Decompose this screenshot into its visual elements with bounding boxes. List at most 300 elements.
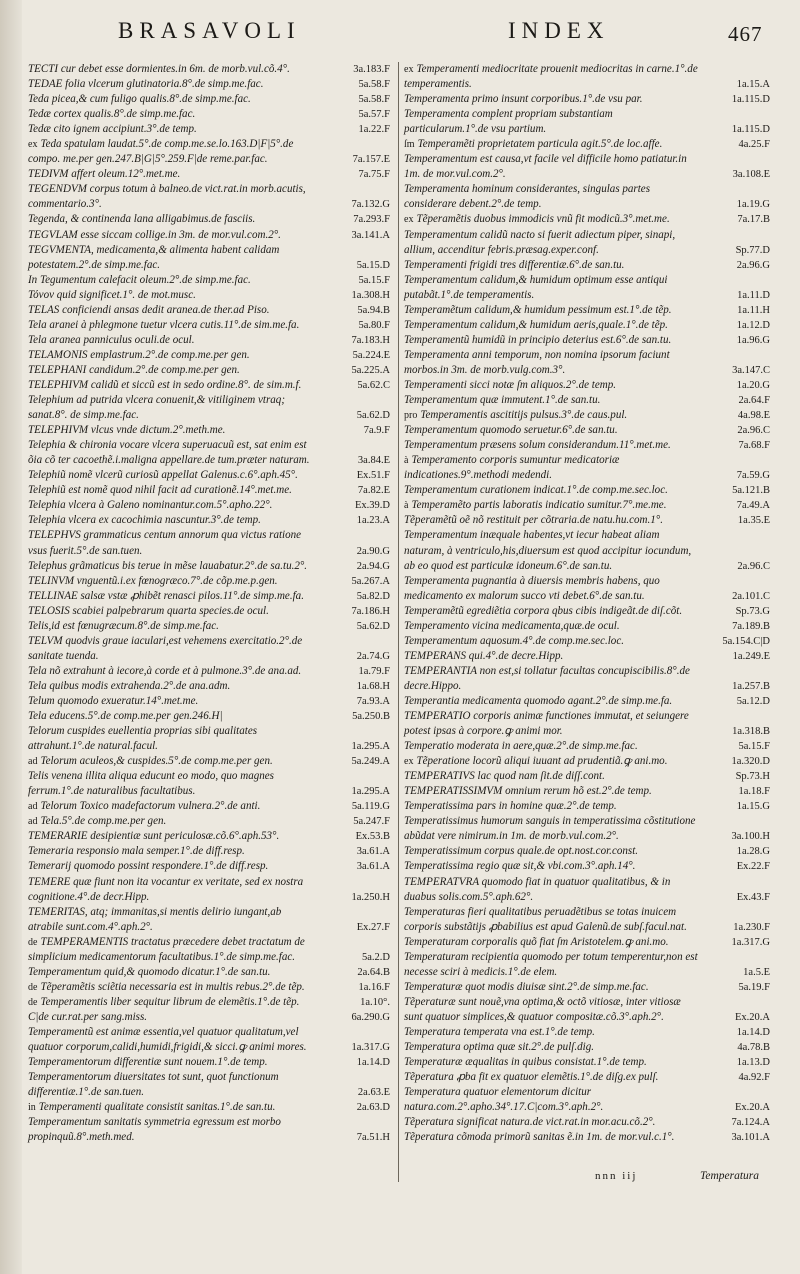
entry-reference: 7a.132.G xyxy=(351,199,390,211)
entry-text: Temperamenta pugnantia à diuersis membris habens, quo medicamento ex malorum succo vti debet.6°.de san.tu. xyxy=(404,574,660,602)
entry-reference: Ex.53.B xyxy=(355,831,390,843)
entry-text: Tela quibus modis extrahenda.2°.de ana.adm. xyxy=(28,679,231,692)
entry-text: Temperamẽto partis laboratis indicatio sumitur.7°.me.me. xyxy=(411,499,667,512)
index-entry xyxy=(28,1010,392,1025)
entry-reference: 2a.94.G xyxy=(356,560,390,572)
entry-reference: 5a.250.B xyxy=(352,711,390,723)
index-entry xyxy=(28,559,392,574)
entry-text: Tẽperatura cõmoda primorũ sanitas ẽ.in 1m. de mor.vul.c.1°. xyxy=(404,1131,675,1144)
entry-text: Temperamento corporis sumuntur medicatoriæ indicationes.9°.methodi medendi. xyxy=(404,454,620,482)
index-entry xyxy=(28,212,392,227)
right-column xyxy=(404,62,772,1145)
entry-text: TELOSIS scabiei palpebrarum quarta species.de ocul. xyxy=(28,604,269,617)
entry-text: Tẽperamẽtũ oẽ nõ restituit per cõtraria.de natu.hu.com.1°. xyxy=(404,514,663,527)
entry-text: Temperamenti qualitate consistit sanitas.1°.de san.tu. xyxy=(38,1101,276,1114)
entry-reference: 5a.2.D xyxy=(362,951,390,963)
entry-text: Telephiũ nomẽ vlcerũ curiosũ appellat Galenus.c.6°.aph.45°. xyxy=(28,469,298,482)
entry-reference: 4a.25.F xyxy=(738,139,770,151)
entry-text: Temperamentum inæquale habentes,vt iecur habeat aliam naturam, à ventriculo,his,diuersum est quod accipitur iocundum, ab eo quod est particulæ idoneum.6°.de san.tu. xyxy=(404,529,692,572)
entry-text: Tedæ cortex qualis.8°.de simp.me.fac. xyxy=(28,108,196,121)
entry-reference: Ex.20.A xyxy=(735,1011,770,1023)
entry-reference: 1a.68.H xyxy=(356,680,390,692)
index-entry xyxy=(404,438,772,453)
entry-text: Temperatissimum corpus quale.de opt.nost.cor.const. xyxy=(404,845,639,858)
index-entry xyxy=(28,498,392,513)
entry-text: TELEPHIVM calidũ et siccũ est in sedo ordine.8°. de sim.m.f. xyxy=(28,378,302,391)
index-entry xyxy=(28,62,392,77)
index-entry xyxy=(404,378,772,393)
entry-reference: 1a.22.F xyxy=(358,124,390,136)
entry-text: Temperatissimus humorum sanguis in temperatissima cõstitutione abũdat vere nimirum.in 1m. de morb.vul.com.2°. xyxy=(404,815,696,843)
index-entry xyxy=(404,664,772,694)
entry-text: Telorum cuspides euellentia proprias sibi qualitates attrahunt.1°.de natural.facul. xyxy=(28,725,258,753)
entry-text: In Tegumentum calefacit oleum.2°.de simp.me.fac. xyxy=(28,273,251,286)
entry-text: Temperamenti sicci notæ ſm aliquos.2°.de temp. xyxy=(404,378,617,391)
entry-reference: 2a.96.G xyxy=(736,259,770,271)
index-entry xyxy=(28,483,392,498)
index-entry xyxy=(404,905,772,935)
entry-text: Temperamentis ascititijs pulsus.3°.de caus.pul. xyxy=(420,409,628,422)
entry-reference: 7a.186.H xyxy=(351,605,390,617)
entry-reference: 2a.101.C xyxy=(732,590,770,602)
entry-reference: 5a.94.B xyxy=(357,304,390,316)
entry-text: Temperamentum quid,& quomodo dicatur.1°.de san.tu. xyxy=(28,965,271,978)
entry-text: Temperamentum calidũ nacto si fuerit adiectum piper, sinapi, allium, accenditur febris.præsag.exper.conf. xyxy=(404,228,676,256)
entry-reference: 1a.10°. xyxy=(360,996,390,1008)
entry-reference: Ex.20.A xyxy=(735,1102,770,1114)
index-entry xyxy=(404,1085,772,1115)
entry-text: Telorum aculeos,& cuspides.5°.de comp.me.per gen. xyxy=(40,755,273,768)
index-entry xyxy=(28,393,392,423)
entry-text: Tela nõ extrahunt à iecore,à corde et à pulmone.3°.de ana.ad. xyxy=(28,664,302,677)
entry-prefix: ad xyxy=(28,816,38,828)
entry-text: Tela.5°.de comp.me.per gen. xyxy=(40,815,167,828)
entry-text: Temperatura optima quæ sit.2°.de pulſ.dig. xyxy=(404,1041,594,1054)
entry-text: Temperamentum calidum,& humidum optimum esse antiqui putabãt.1°.de temperamentis. xyxy=(404,273,668,301)
entry-reference: 5a.225.A xyxy=(351,364,390,376)
entry-reference: 7a.183.H xyxy=(351,334,390,346)
entry-reference: 5a.62.D xyxy=(356,410,390,422)
catchword: Temperatura xyxy=(700,1170,759,1182)
index-entry xyxy=(404,92,772,107)
index-entry xyxy=(28,1115,392,1145)
entry-reference: 5a.12.D xyxy=(736,695,770,707)
entry-reference: 5a.267.A xyxy=(351,575,390,587)
entry-text: TEMPERATIVS lac quod nam ſit.de diſſ.cont. xyxy=(404,770,605,783)
column-divider xyxy=(398,62,399,1182)
entry-text: Telis,id est fœnugræcum.8°.de simp.me.fac. xyxy=(28,619,219,632)
index-entry xyxy=(28,363,392,378)
entry-prefix: ex xyxy=(404,214,414,226)
index-entry xyxy=(28,423,392,438)
entry-reference: 5a.57.F xyxy=(358,109,390,121)
index-entry xyxy=(28,754,392,769)
index-entry xyxy=(404,769,772,784)
entry-reference: 1a.16.F xyxy=(358,981,390,993)
entry-reference: 5a.15.F xyxy=(358,274,390,286)
entry-text: Temperatio moderata in aere,quæ.2°.de simp.me.fac. xyxy=(404,740,638,753)
index-entry xyxy=(28,1025,392,1055)
index-entry xyxy=(28,1055,392,1070)
entry-text: Tẽperatura significat natura.de vict.rat.in mor.acu.cõ.2°. xyxy=(404,1116,656,1129)
index-entry xyxy=(28,769,392,799)
entry-text: TEMPERANTIA non est,si tollatur facultas concupiscibilis.8°.de decre.Hippo. xyxy=(404,664,690,692)
index-entry xyxy=(28,875,392,905)
index-entry xyxy=(28,378,392,393)
entry-reference: 1a.20.G xyxy=(736,379,770,391)
index-entry xyxy=(404,604,772,619)
entry-reference: 5a.154.C|D xyxy=(722,635,770,647)
entry-text: Tẽperamẽtis sciẽtia necessaria est in multis rebus.2°.de tẽp. xyxy=(40,980,305,993)
entry-reference: Ex.39.D xyxy=(355,500,390,512)
entry-text: Telephus grãmaticus bis terue in mẽse lauabatur.2°.de sa.tu.2°. xyxy=(28,559,308,572)
entry-reference: 5a.58.F xyxy=(358,94,390,106)
entry-reference: 4a.78.B xyxy=(737,1042,770,1054)
entry-text: TECTI cur debet esse dormientes.in 6m. de morb.vul.cõ.4°. xyxy=(28,63,290,75)
entry-reference: 5a.224.E xyxy=(352,349,390,361)
index-entry xyxy=(404,574,772,604)
entry-text: TEGENDVM corpus totum à balneo.de vict.rat.in morb.acutis, commentario.3°. xyxy=(28,183,306,211)
entry-reference: 1a.96.G xyxy=(736,334,770,346)
entry-text: Temperamenta hominum considerantes, singulas partes considerare debent.2°.de temp. xyxy=(404,183,650,211)
index-entry xyxy=(404,1070,772,1085)
entry-reference: 7a.75.F xyxy=(358,169,390,181)
index-entry xyxy=(404,62,772,92)
entry-reference: 3a.141.A xyxy=(351,229,390,241)
entry-reference: 5a.121.B xyxy=(732,485,770,497)
index-entry xyxy=(404,935,772,950)
entry-reference: 1a.79.F xyxy=(358,665,390,677)
entry-text: Temperamentum calidum,& humidum aeris,quale.1°.de tẽp. xyxy=(404,318,668,331)
index-entry xyxy=(404,814,772,844)
entry-text: Temperaturam corporalis quõ fiat ſm Aristotelem.ꝙ ani.mo. xyxy=(404,935,669,948)
index-entry xyxy=(404,739,772,754)
entry-text: TELEPHANI candidum.2°.de comp.me.per gen. xyxy=(28,363,240,376)
entry-text: Tegenda, & continenda lana alligabimus.de fasciis. xyxy=(28,213,256,226)
entry-text: Temperamenta primo insunt corporibus.1°.de vsu par. xyxy=(404,93,643,106)
entry-reference: 2a.64.F xyxy=(738,395,770,407)
index-entry xyxy=(404,107,772,137)
index-entry xyxy=(404,228,772,258)
entry-text: Temerarij quomodo possint respondere.1°.de diff.resp. xyxy=(28,860,269,873)
entry-text: Tẽperatione locorũ aliqui iuuant ad prudentiã.ꝙ ani.mo. xyxy=(416,755,668,768)
index-entry xyxy=(404,784,772,799)
index-entry xyxy=(404,694,772,709)
entry-prefix: à xyxy=(404,455,409,467)
entry-text: Temperamentũ humidũ in principio deterius est.6°.de san.tu. xyxy=(404,333,672,346)
entry-prefix: in xyxy=(28,1102,36,1114)
index-entry xyxy=(28,664,392,679)
index-entry xyxy=(404,408,772,423)
entry-text: Telum quomodo exueratur.14°.met.me. xyxy=(28,694,199,707)
entry-reference: 4a.92.F xyxy=(738,1072,770,1084)
entry-reference: 7a.293.F xyxy=(353,214,390,226)
entry-prefix: à xyxy=(404,500,409,512)
index-entry xyxy=(28,468,392,483)
index-entry xyxy=(28,182,392,212)
index-entry xyxy=(404,995,772,1025)
index-entry xyxy=(404,273,772,303)
entry-text: Telephium ad putrida vlcera conuenit,& vitiliginem vtraq; sanat.8°. de simp.me.fac. xyxy=(28,394,286,422)
entry-reference: 7a.9.F xyxy=(363,425,390,437)
entry-reference: 7a.82.E xyxy=(357,485,390,497)
entry-reference: 1a.250.H xyxy=(351,891,390,903)
entry-reference: 7a.124.A xyxy=(731,1117,770,1129)
entry-reference: 1a.15.G xyxy=(736,801,770,813)
entry-text: Temperamenta anni temporum, non nomina ipsorum faciunt morbos.in 3m. de morb.vulg.com.3°. xyxy=(404,348,670,376)
entry-reference: 7a.17.B xyxy=(737,214,770,226)
entry-reference: 2a.96.C xyxy=(737,560,770,572)
index-entry xyxy=(28,634,392,664)
entry-reference: 1a.317.G xyxy=(731,936,770,948)
index-entry xyxy=(28,122,392,137)
entry-text: TEMERARIE desipientiæ sunt periculosæ.cõ.6°.aph.53°. xyxy=(28,830,280,843)
index-entry xyxy=(28,574,392,589)
entry-reference: 2a.64.B xyxy=(357,966,390,978)
index-entry xyxy=(404,875,772,905)
entry-text: Telis venena illita aliqua educunt eo modo, quo magnes ferrum.1°.de naturalibus facultatibus. xyxy=(28,770,274,798)
index-entry xyxy=(404,303,772,318)
index-entry xyxy=(28,589,392,604)
index-entry xyxy=(404,393,772,408)
page-number: 467 xyxy=(728,22,763,46)
index-entry xyxy=(28,288,392,303)
entry-prefix: ex xyxy=(404,64,414,75)
entry-reference: 2a.90.G xyxy=(356,545,390,557)
entry-text: TELAMONIS emplastrum.2°.de comp.me.per gen. xyxy=(28,348,250,361)
entry-reference: 1a.318.B xyxy=(732,726,770,738)
entry-text: Telephia & chironia vocare vlcera superuacuũ est, sat enim est õia cõ ter cacoethẽ.i.maligna appellare.de tum.præter naturam. xyxy=(28,439,310,467)
entry-text: Temperamentum sanitatis symmetria egressum est morbo propinquũ.8°.meth.med. xyxy=(28,1116,281,1144)
entry-prefix: pro xyxy=(404,410,418,422)
entry-text: TELINVM vnguentũ.i.ex fœnogræco.7°.de cõp.me.p.gen. xyxy=(28,574,278,587)
entry-text: Temperatura temperata vna est.1°.de temp. xyxy=(404,1026,595,1038)
entry-text: TELEPHVS grammaticus centum annorum qua victus ratione vsus fuerit.5°.de san.tuen. xyxy=(28,529,302,557)
entry-prefix: ſm xyxy=(404,139,415,151)
signature-mark: nnn iij xyxy=(595,1170,638,1182)
index-entry xyxy=(404,754,772,769)
entry-reference: 1a.13.D xyxy=(736,1057,770,1069)
index-entry xyxy=(28,829,392,844)
entry-reference: 1a.5.E xyxy=(743,966,770,978)
index-entry xyxy=(404,212,772,227)
entry-reference: 5a.62.D xyxy=(356,620,390,632)
entry-reference: 1a.35.E xyxy=(737,515,770,527)
entry-reference: 3a.108.E xyxy=(732,169,770,181)
entry-reference: 1a.115.D xyxy=(731,124,770,136)
entry-text: Temperamenti frigidi tres differentiæ.6°.de san.tu. xyxy=(404,258,625,271)
entry-reference: 1a.18.F xyxy=(738,786,770,798)
entry-text: Temperamento vicina medicamenta,quæ.de ocul. xyxy=(404,619,620,632)
entry-reference: Ex.22.F xyxy=(736,861,770,873)
entry-text: Tẽperamẽtis duobus immodicis vnũ fit modicũ.3°.met.me. xyxy=(416,213,670,226)
index-entry xyxy=(28,333,392,348)
running-head-left: BRASAVOLI xyxy=(118,18,301,43)
entry-text: Temperatura quatuor elementorum dicitur natura.com.2°.apho.34°.17.C|com.3°.aph.2°. xyxy=(404,1086,604,1114)
entry-reference: 1a.14.D xyxy=(356,1057,390,1069)
entry-text: TELEPHIVM vlcus vnde dictum.2°.meth.me. xyxy=(28,424,226,437)
index-entry xyxy=(28,107,392,122)
entry-reference: 7a.157.E xyxy=(352,154,390,166)
index-entry xyxy=(28,679,392,694)
entry-reference: 5a.19.F xyxy=(738,981,770,993)
index-entry xyxy=(28,814,392,829)
entry-text: Temperaturas fieri qualitatibus peruadẽtibus se totas inuicem corporis substãtijs ꝓbabilius est apud Galenũ.de subſ.facul.nat. xyxy=(404,905,687,933)
entry-text: Temeraria responsio mala semper.1°.de diff.resp. xyxy=(28,845,245,858)
entry-reference: 5a.15.F xyxy=(738,741,770,753)
index-entry xyxy=(28,77,392,92)
index-entry xyxy=(404,453,772,483)
index-entry xyxy=(28,859,392,874)
entry-text: TELLINAE salsæ vstæ ꝓhibẽt renasci pilos.11°.de simp.me.fa. xyxy=(28,589,304,602)
entry-text: TEDAE folia vlcerum glutinatoria.8°.de simp.me.fac. xyxy=(28,78,264,91)
entry-text: Temperamentum aquosum.4°.de comp.me.sec.loc. xyxy=(404,634,624,647)
entry-text: TEMPERANS qui.4°.de decre.Hipp. xyxy=(404,649,564,662)
entry-reference: 1a.230.F xyxy=(733,921,770,933)
entry-reference: 6a.290.G xyxy=(351,1011,390,1023)
index-entry xyxy=(404,619,772,634)
entry-reference: 1a.19.G xyxy=(736,199,770,211)
entry-reference: 5a.15.D xyxy=(356,259,390,271)
entry-reference: 7a.189.B xyxy=(732,620,770,632)
entry-reference: 3a.101.A xyxy=(731,1132,770,1144)
index-entry xyxy=(404,1055,772,1070)
entry-text: Temperantia medicamenta quomodo agant.2°.de simp.me.fa. xyxy=(404,694,673,707)
index-entry xyxy=(28,318,392,333)
entry-reference: 1a.23.A xyxy=(356,515,390,527)
entry-reference: 3a.183.F xyxy=(353,64,390,75)
index-entry xyxy=(404,709,772,739)
index-entry xyxy=(28,228,392,243)
index-entry xyxy=(404,980,772,995)
entry-reference: 2a.63.E xyxy=(357,1087,390,1099)
index-entry xyxy=(28,1070,392,1100)
entry-prefix: de xyxy=(28,996,38,1008)
index-entry xyxy=(28,92,392,107)
index-entry xyxy=(28,348,392,363)
entry-reference: Sp.73.G xyxy=(735,605,770,617)
entry-reference: 1a.320.D xyxy=(731,756,770,768)
entry-text: TEGVLAM esse siccam collige.in 3m. de mor.vul.com.2°. xyxy=(28,228,281,241)
entry-reference: 3a.147.C xyxy=(732,364,770,376)
entry-text: TELVM quodvis graue iaculari,est vehemens exercitatio.2°.de sanitate tuenda. xyxy=(28,634,303,662)
entry-text: TEMPERAMENTIS tractatus præcedere debet tractatum de simplicium medicamentorum facultatibus.1°.de simp.me.fac. xyxy=(28,935,305,963)
entry-text: C|de cur.rat.per sang.miss. xyxy=(28,1010,148,1023)
entry-text: Temperamenti mediocritate prouenit mediocritas in carne.1°.de temperamentis. xyxy=(404,63,698,91)
entry-text: TEMERE quæ fiunt non ita vocantur ex veritate, sed ex nostra cognitione.4°.de decr.Hipp. xyxy=(28,875,304,903)
entry-reference: 1a.295.A xyxy=(351,786,390,798)
entry-reference: Sp.77.D xyxy=(735,244,770,256)
entry-reference: 7a.59.G xyxy=(736,470,770,482)
entry-reference: 1a.295.A xyxy=(351,741,390,753)
index-entry xyxy=(28,513,392,528)
index-entry xyxy=(404,182,772,212)
entry-reference: 1a.308.H xyxy=(351,289,390,301)
index-entry xyxy=(28,965,392,980)
entry-reference: 7a.51.H xyxy=(356,1132,390,1144)
entry-text: Tela aranea panniculus oculi.de ocul. xyxy=(28,333,195,346)
entry-text: Temperamentum quomodo seruetur.6°.de san.tu. xyxy=(404,424,618,437)
index-entry xyxy=(28,799,392,814)
entry-text: Telephia vlcera à Galeno nominantur.com.5°.apho.22°. xyxy=(28,499,273,512)
index-entry xyxy=(28,273,392,288)
index-entry xyxy=(28,303,392,318)
entry-text: Temperaturam recipientia quomodo per totum temperentur,non est necesse sciri à medicis.1°.de elem. xyxy=(404,950,698,978)
entry-prefix: ad xyxy=(28,756,38,768)
index-entry xyxy=(404,859,772,874)
entry-text: Tela educens.5°.de comp.me.per gen.246.H| xyxy=(28,710,223,723)
index-entry xyxy=(28,724,392,754)
entry-reference: 1a.14.D xyxy=(736,1027,770,1038)
entry-reference: Ex.51.F xyxy=(356,470,390,482)
entry-reference: 1a.317.G xyxy=(351,1042,390,1054)
entry-reference: 7a.68.F xyxy=(738,440,770,452)
entry-text: Τόνον quid significet.1°. de mot.musc. xyxy=(28,288,196,301)
index-entry xyxy=(404,634,772,649)
entry-text: Temperamentum præsens solum considerandum.11°.met.me. xyxy=(404,439,671,452)
index-entry xyxy=(404,950,772,980)
index-entry xyxy=(404,423,772,438)
entry-text: Temperatissima regio quæ sit,& vbi.com.3°.aph.14°. xyxy=(404,860,636,873)
entry-text: Temperamentũ est animæ essentia,vel quatuor qualitatum,vel quatuor corporum,calidi,humidi,frigidi,& sicci.ꝙ animi mores. xyxy=(28,1026,307,1054)
entry-text: Teda picea,& cum fuligo qualis.8°.de simp.me.fac. xyxy=(28,93,251,106)
running-head-right: INDEX xyxy=(508,18,610,43)
entry-text: Temperaturæ æqualitas in quibus consistat.1°.de temp. xyxy=(404,1056,647,1069)
entry-text: Temperamentum quæ immutent.1°.de san.tu. xyxy=(404,394,601,407)
index-entry xyxy=(28,935,392,965)
index-entry xyxy=(404,498,772,513)
index-entry xyxy=(404,318,772,333)
entry-text: Tedæ cito ignem accipiunt.3°.de temp. xyxy=(28,123,197,136)
entry-reference: 2a.63.D xyxy=(356,1102,390,1114)
entry-text: Teda spatulam laudat.5°.de comp.me.se.lo.163.D|F|5°.de compo. me.per gen.247.B|G|5°.259.F|de reme.par.fac. xyxy=(28,138,294,166)
entry-reference: 1a.12.D xyxy=(736,319,770,331)
entry-reference: 2a.74.G xyxy=(356,650,390,662)
entry-text: TELAS conficiendi ansas dedit aranea.de ther.ad Piso. xyxy=(28,303,270,316)
entry-reference: 2a.96.C xyxy=(737,425,770,437)
index-entry xyxy=(404,649,772,664)
index-entry xyxy=(28,167,392,182)
entry-text: Tẽperaturæ sunt nouẽ,vna optima,& octõ vitiosæ, inter vitiosæ sunt quatuor simplices,& quatuor compositæ.cõ.3°.aph.2°. xyxy=(404,995,681,1023)
left-column xyxy=(28,62,392,1145)
index-entry xyxy=(404,1130,772,1145)
entry-text: Telephiũ est nomẽ quod nihil facit ad curationẽ.14°.met.me. xyxy=(28,484,292,497)
index-entry xyxy=(28,1100,392,1115)
entry-text: TEMPERATISSIMVM omnium rerum hõ est.2°.de temp. xyxy=(404,785,652,798)
entry-text: Temperamẽtũ egrediẽtia corpora qbus cibis indigeãt.de diſ.cõt. xyxy=(404,604,683,617)
index-entry xyxy=(28,243,392,273)
index-entry xyxy=(28,844,392,859)
entry-reference: Sp.73.H xyxy=(735,771,770,783)
entry-reference: 4a.98.E xyxy=(737,410,770,422)
index-entry xyxy=(28,995,392,1010)
entry-reference: 1a.15.A xyxy=(736,79,770,91)
entry-reference: 1a.257.B xyxy=(732,680,770,692)
index-entry xyxy=(404,1025,772,1040)
entry-reference: 5a.62.C xyxy=(357,379,390,391)
entry-reference: 3a.61.A xyxy=(356,846,390,858)
index-entry xyxy=(28,619,392,634)
index-entry xyxy=(404,1040,772,1055)
entry-text: Temperatissima pars in homine quæ.2°.de temp. xyxy=(404,800,617,813)
entry-reference: 5a.119.G xyxy=(351,801,390,813)
entry-reference: 3a.84.E xyxy=(357,455,390,467)
entry-text: Temperaturæ quot modis diuisæ sint.2°.de simp.me.fac. xyxy=(404,980,649,993)
index-entry xyxy=(28,980,392,995)
entry-reference: 5a.247.F xyxy=(353,816,390,828)
index-entry xyxy=(28,694,392,709)
index-entry xyxy=(28,604,392,619)
